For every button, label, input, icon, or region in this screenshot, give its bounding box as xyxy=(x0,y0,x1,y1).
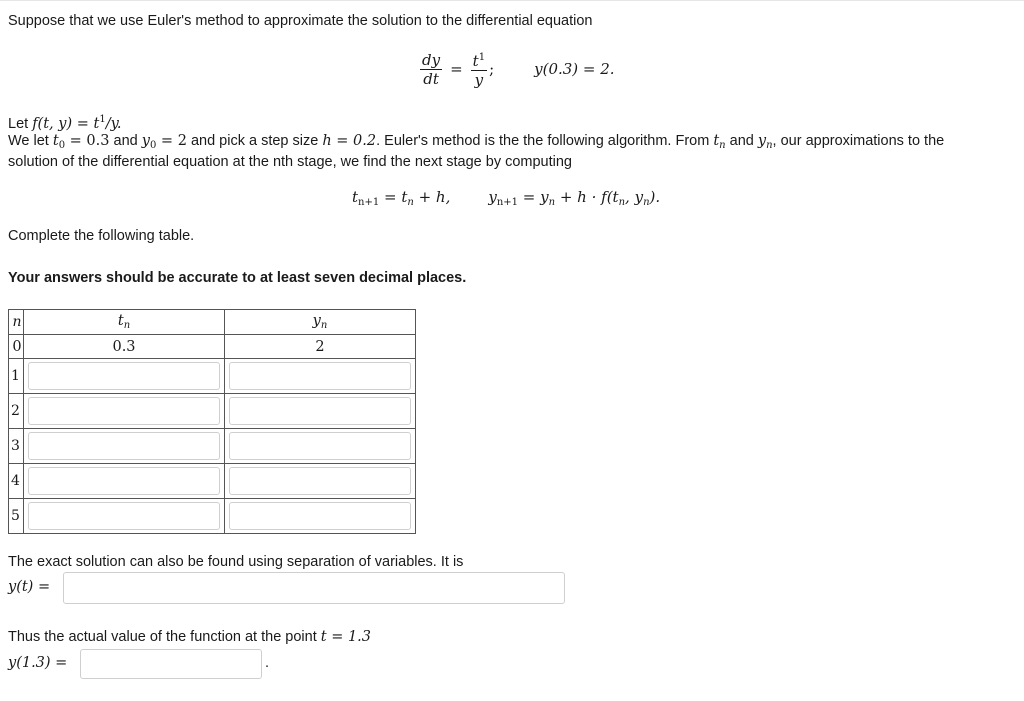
y0-subscript: 0 xyxy=(149,140,157,151)
actual-value-period: . xyxy=(265,655,270,671)
y3-input[interactable] xyxy=(229,432,411,460)
exact-solution-label: y(t) = xyxy=(8,579,51,595)
dy-dt-fraction xyxy=(420,51,442,88)
y1-input[interactable] xyxy=(229,362,411,390)
differential-equation xyxy=(420,47,615,91)
top-divider xyxy=(0,0,1024,1)
text-step-size: and pick a step size xyxy=(186,133,323,149)
y-next-symbol: y xyxy=(488,188,497,206)
tn-subscript: n xyxy=(719,140,726,151)
let-prefix: Let xyxy=(8,116,33,132)
paragraph-line-1 xyxy=(8,133,944,151)
semicolon: ; xyxy=(489,60,495,78)
table-row-5 xyxy=(9,499,416,534)
t-numerator: t xyxy=(472,52,479,70)
table-row-1 xyxy=(9,359,416,394)
y0-symbol: y xyxy=(141,133,150,149)
actual-value-input[interactable] xyxy=(80,649,262,679)
y-denominator: y xyxy=(474,71,484,89)
table-row-4 xyxy=(9,464,416,499)
row4-n: 4 xyxy=(9,464,24,499)
table-row-3 xyxy=(9,429,416,464)
text-and: and xyxy=(109,133,142,149)
intro-text: Suppose that we use Euler's method to approximate the solution to the differential equation xyxy=(8,13,593,29)
f-suffix: /y. xyxy=(105,116,122,132)
h-value: h = 0.2 xyxy=(322,133,377,149)
row5-n: 5 xyxy=(9,499,24,534)
actual-value-text xyxy=(8,629,371,645)
equals-sign: = xyxy=(450,60,463,78)
row0-t: 0.3 xyxy=(24,335,225,359)
t0-symbol: t xyxy=(52,133,59,149)
initial-condition: y(0.3) = 2. xyxy=(534,60,615,78)
paragraph-line-2: solution of the differential equation at the nth stage, we find the next stage by computing xyxy=(8,154,572,170)
t2-input[interactable] xyxy=(28,397,220,425)
f-definition: f(t, y) = t xyxy=(32,116,100,132)
f-y-subscript: n xyxy=(643,197,650,208)
t0-value: = 0.3 xyxy=(65,133,110,149)
actual-value-label: y(1.3) = xyxy=(8,655,68,671)
t-rhs-subscript: n xyxy=(407,197,414,208)
text-we-let: We let xyxy=(8,133,53,149)
t5-input[interactable] xyxy=(28,502,220,530)
f-close: ). xyxy=(649,188,661,206)
table-header-row xyxy=(9,310,416,335)
y2-input[interactable] xyxy=(229,397,411,425)
t1-input[interactable] xyxy=(28,362,220,390)
yn-subscript: n xyxy=(766,140,773,151)
tn-symbol: t xyxy=(713,133,720,149)
let-line xyxy=(8,114,121,132)
complete-table-text: Complete the following table. xyxy=(8,228,195,244)
t-next-subscript: n+1 xyxy=(358,197,380,208)
y4-input[interactable] xyxy=(229,467,411,495)
table-row-2 xyxy=(9,394,416,429)
text-approximations: , our approximations to the xyxy=(772,133,945,149)
t-exponent: 1 xyxy=(478,52,486,63)
row2-n: 2 xyxy=(9,394,24,429)
euler-table xyxy=(8,309,416,534)
row0-y: 2 xyxy=(225,335,416,359)
f-comma-y: , y xyxy=(625,188,644,206)
dy-numerator: dy xyxy=(422,50,441,69)
exact-solution-text: The exact solution can also be found using separation of variables. It is xyxy=(8,554,464,570)
row3-n: 3 xyxy=(9,429,24,464)
dt-denominator: dt xyxy=(423,69,439,88)
header-n: n xyxy=(9,310,24,335)
t-next-symbol: t xyxy=(352,188,359,206)
y-rhs: = y xyxy=(518,188,549,206)
t-rhs: = t xyxy=(379,188,408,206)
text-euler-algorithm: . Euler's method is the the following algorithm. From xyxy=(376,133,714,149)
y-rhs-subscript: n xyxy=(548,197,556,208)
row1-n: 1 xyxy=(9,359,24,394)
row0-n: 0 xyxy=(9,335,24,359)
t0-subscript: 0 xyxy=(58,140,66,151)
f-t-subscript: n xyxy=(618,197,626,208)
y-rhs-f: + h · f(t xyxy=(555,188,619,206)
header-yn: $y_n$ xyxy=(225,310,416,335)
y5-input[interactable] xyxy=(229,502,411,530)
exact-solution-input[interactable] xyxy=(63,572,565,604)
t4-input[interactable] xyxy=(28,467,220,495)
accuracy-note: Your answers should be accurate to at least seven decimal places. xyxy=(8,270,467,286)
y0-value: = 2 xyxy=(156,133,187,149)
t-rhs-plus-h: + h, xyxy=(413,188,451,206)
table-row-0 xyxy=(9,335,416,359)
y-next-subscript: n+1 xyxy=(496,197,519,208)
t3-input[interactable] xyxy=(28,432,220,460)
t-over-y-fraction xyxy=(471,49,487,89)
euler-update-rule xyxy=(352,188,660,208)
yn-symbol: y xyxy=(757,133,767,149)
actual-value-point: t = 1.3 xyxy=(320,629,372,645)
f-exponent: 1 xyxy=(99,114,106,125)
header-tn: $t_n$ xyxy=(24,310,225,335)
actual-value-prefix: Thus the actual value of the function at the point xyxy=(8,629,321,645)
text-and-2: and xyxy=(725,133,758,149)
